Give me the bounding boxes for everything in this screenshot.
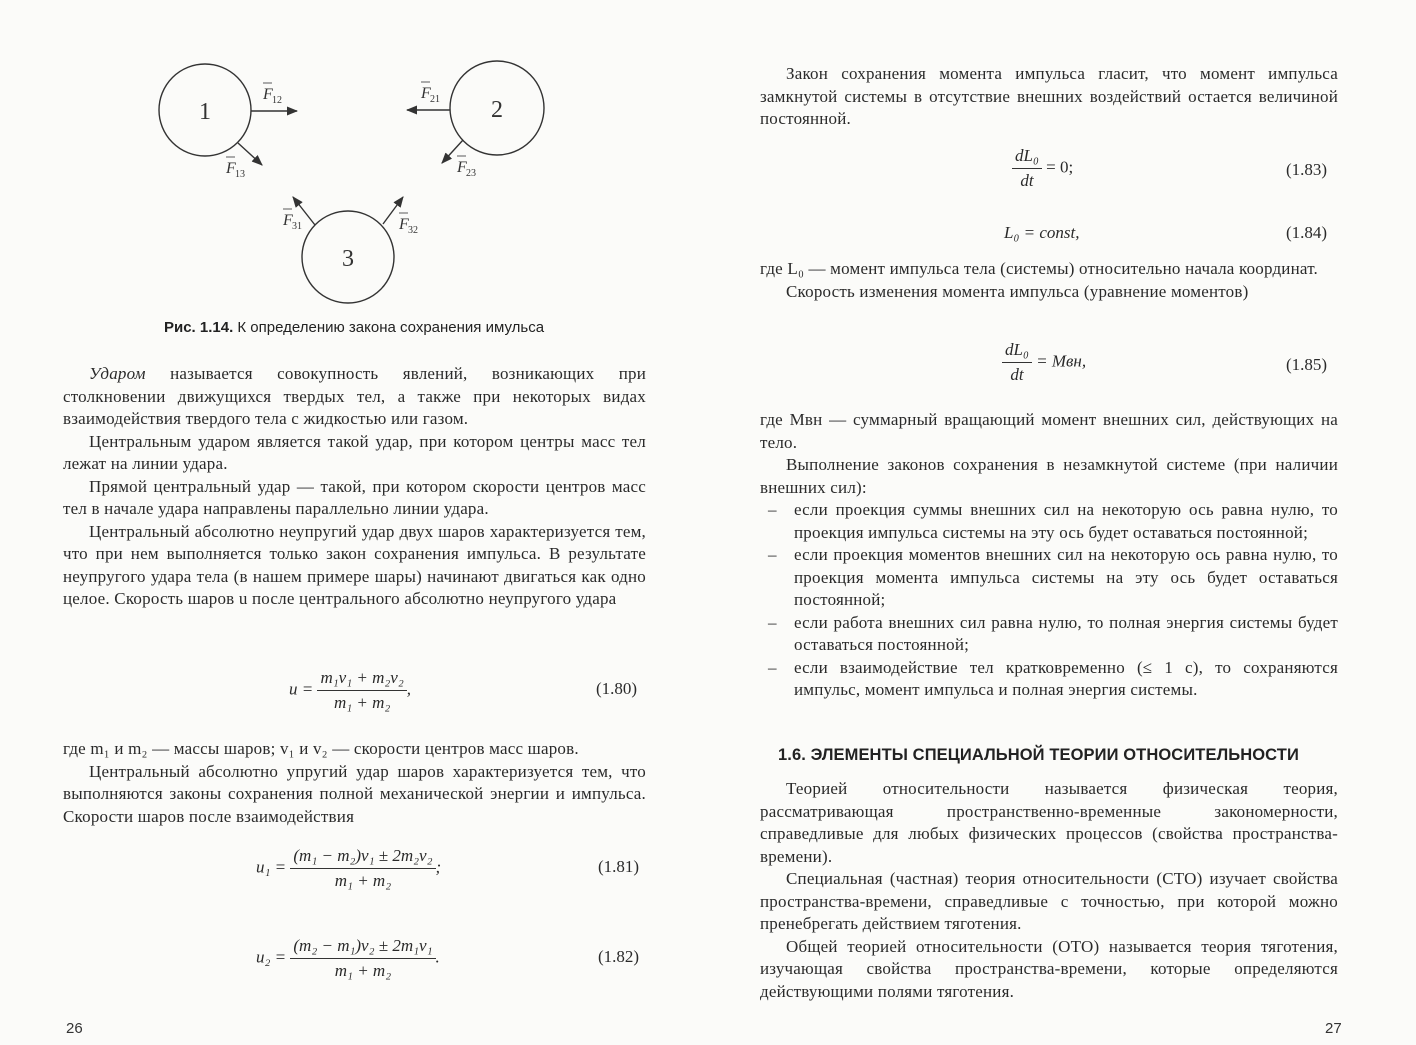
paragraph-direct-central-impact: Прямой центральный удар — такой, при котором скорости центров масс тел в начале удара направлены параллельно линии удара. xyxy=(63,476,646,518)
equation-1-85 xyxy=(1002,340,1086,385)
label-f31 xyxy=(282,209,302,232)
equation-1-83 xyxy=(1012,146,1073,191)
svg-text:12: 12 xyxy=(272,95,282,106)
eq183-rhs: = 0; xyxy=(1046,157,1074,177)
paragraph-impact-definition xyxy=(63,363,646,431)
label-f12 xyxy=(262,83,282,106)
label-f13 xyxy=(225,157,245,180)
paragraph-general-relativity: Общей теорией относительности (ОТО) называется теория тяготения, изучающая свойства пространства-времени, которые определяются действующими полями тяготения. xyxy=(760,936,1338,1001)
eq180-numerator: m₁v₁ + m₂v₂ xyxy=(317,668,406,691)
paragraph-impact-rest: называется совокупность явлений, возникающих при столкновении движущихся твердых тел, а также при некоторых видах взаимодействия твердого тела с жидкостью или газом. xyxy=(63,364,646,428)
eq180-tail: , xyxy=(406,679,411,699)
list-item: – если проекция моментов внешних сил на некоторую ось равна нулю, то проекция момента импульса системы на эту ось будет оставаться постоянной; xyxy=(760,544,1338,612)
left-text-block-1 xyxy=(63,363,646,611)
figure-collision-diagram xyxy=(150,55,560,310)
eq181-lhs: u₁ = xyxy=(256,857,287,877)
figure-svg xyxy=(150,55,560,310)
eq183-denominator: dt xyxy=(1020,171,1034,190)
arrow-f13 xyxy=(238,143,262,165)
page-number-left: 26 xyxy=(66,1020,83,1037)
paragraph-masses: где m₁ и m₂ — массы шаров; v₁ и v₂ — скорости центров масс шаров. xyxy=(63,739,579,758)
equation-number-1-82: (1.82) xyxy=(598,947,640,966)
paragraph-angular-momentum-def: где L₀ — момент импульса тела (системы) относительно начала координат. xyxy=(760,259,1318,278)
ball-2-label: 2 xyxy=(491,97,503,123)
paragraph-central-impact: Центральным ударом является такой удар, при котором центры масс тел лежат на линии удара. xyxy=(63,431,646,473)
svg-text:F: F xyxy=(226,160,236,177)
svg-text:F: F xyxy=(263,86,273,103)
equation-number-1-85: (1.85) xyxy=(1286,355,1328,374)
label-f32 xyxy=(398,213,418,236)
svg-text:23: 23 xyxy=(466,168,476,179)
equation-1-84: L₀ = const, xyxy=(1004,223,1080,242)
list-item: – если работа внешних сил равна нулю, то полная энергия системы будет оставаться постоянной; xyxy=(760,612,1338,657)
ball-1-label: 1 xyxy=(199,99,211,125)
right-text-block-4 xyxy=(760,778,1338,1003)
ball-3-label: 3 xyxy=(342,246,354,272)
right-text-block-2 xyxy=(760,258,1338,303)
paragraph-angular-momentum-law: Закон сохранения момента импульса гласит, что момент импульса замкнутой системы в отсутствие внешних воздействий остается величиной постоянной. xyxy=(760,64,1338,128)
equation-number-1-80: (1.80) xyxy=(596,679,638,698)
figure-caption xyxy=(0,319,708,336)
equation-number-1-84: (1.84) xyxy=(1286,223,1328,242)
equation-1-80 xyxy=(289,668,411,713)
label-f23 xyxy=(456,156,476,179)
svg-text:32: 32 xyxy=(408,225,418,236)
equation-1-82 xyxy=(256,936,440,981)
paragraph-open-system: Выполнение законов сохранения в незамкнутой системе (при наличии внешних сил): xyxy=(760,455,1338,497)
svg-text:31: 31 xyxy=(292,221,302,232)
svg-text:F: F xyxy=(421,85,431,102)
page-number-right: 27 xyxy=(1325,1020,1342,1037)
paragraph-relativity-theory: Теорией относительности называется физическая теория, рассматривающая пространственно-временные закономерности, справедливые для любых физических процессов (свойства пространства-времени). xyxy=(760,779,1338,866)
paragraph-elastic-impact: Центральный абсолютно упругий удар шаров характеризуется тем, что выполняются законы сохранения полной механической энергии и импульса. Скорости шаров после взаимодействия xyxy=(63,761,646,826)
equation-number-1-81: (1.81) xyxy=(598,857,640,876)
right-text-block-1 xyxy=(760,63,1338,131)
term-impact: Ударом xyxy=(89,364,146,383)
eq182-tail: . xyxy=(435,947,440,967)
list-item: – если взаимодействие тел кратковременно (≤ 1 с), то сохраняются импульс, момент импульса и полная энергия системы. xyxy=(760,657,1338,702)
eq182-denominator: m₁ + m₂ xyxy=(334,961,392,980)
section-heading: 1.6. ЭЛЕМЕНТЫ СПЕЦИАЛЬНОЙ ТЕОРИИ ОТНОСИТЕЛЬНОСТИ xyxy=(778,746,1299,764)
paragraph-moment-equation-intro: Скорость изменения момента импульса (уравнение моментов) xyxy=(786,281,1249,301)
right-text-block-3 xyxy=(760,409,1338,702)
eq180-denominator: m₁ + m₂ xyxy=(333,693,391,712)
conservation-list xyxy=(760,499,1338,702)
paragraph-inelastic-impact: Центральный абсолютно неупругий удар двух шаров характеризуется тем, что при нем выполняется только закон сохранения импульса. В результате неупругого удара тела (в нашем примере шары) начинают двигаться как одно целое. Скорость шаров u после центрального абсолютно неупругого удара xyxy=(63,521,646,608)
equation-number-1-83: (1.83) xyxy=(1286,160,1328,179)
svg-text:F: F xyxy=(283,212,293,229)
eq181-tail: ; xyxy=(435,857,442,877)
eq182-numerator: (m₂ − m₁)v₂ ± 2m₁v₁ xyxy=(290,936,435,959)
eq180-lhs: u = xyxy=(289,679,314,699)
paragraph-special-relativity: Специальная (частная) теория относительности (СТО) изучает свойства пространства-времени, справедливые с точностью, при которой можно пренебрегать действием тяготения. xyxy=(760,869,1338,933)
eq182-lhs: u₂ = xyxy=(256,947,287,967)
caption-text: К определению закона сохранения имульса xyxy=(233,319,545,336)
svg-text:F: F xyxy=(457,159,467,176)
equation-1-81 xyxy=(256,846,441,891)
svg-text:13: 13 xyxy=(235,169,245,180)
eq185-numerator: dL₀ xyxy=(1002,340,1032,363)
eq185-denominator: dt xyxy=(1010,365,1024,384)
left-text-block-2 xyxy=(63,738,646,828)
eq181-numerator: (m₁ − m₂)v₁ ± 2m₂v₂ xyxy=(290,846,435,869)
svg-text:21: 21 xyxy=(430,94,440,105)
svg-text:F: F xyxy=(399,216,409,233)
eq181-denominator: m₁ + m₂ xyxy=(334,871,392,890)
list-item: – если проекция суммы внешних сил на некоторую ось равна нулю, то проекция импульса системы на эту ось будет оставаться постоянной; xyxy=(760,499,1338,544)
eq185-rhs: = Mвн, xyxy=(1036,351,1087,371)
caption-label: Рис. 1.14. xyxy=(163,319,234,336)
eq183-numerator: dL₀ xyxy=(1012,146,1042,169)
paragraph-external-moment: где Mвн — суммарный вращающий момент внешних сил, действующих на тело. xyxy=(760,410,1338,452)
label-f21 xyxy=(420,82,440,105)
